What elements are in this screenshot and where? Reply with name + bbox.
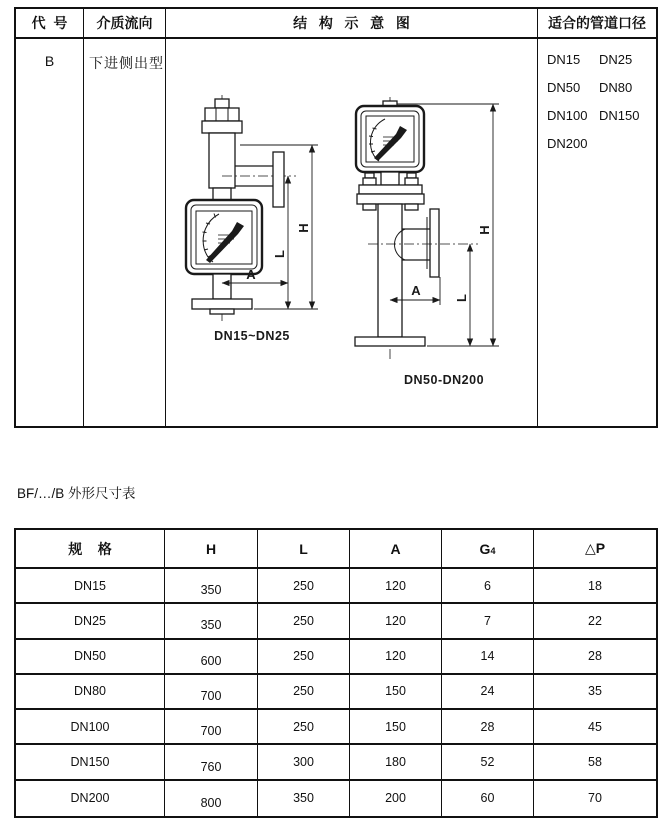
pipe-size: DN150 xyxy=(599,108,640,123)
cell-g4: 60 xyxy=(442,781,534,816)
col-header-g4: G 4 xyxy=(442,530,534,569)
cell-spec: DN25 xyxy=(16,604,165,639)
cell-l: 250 xyxy=(258,675,350,710)
col-header-a: A xyxy=(350,530,442,569)
cell-h: 760 xyxy=(165,745,258,780)
cell-a: 180 xyxy=(350,745,442,780)
meter-large-dn50-dn200 xyxy=(355,97,499,387)
pipe-sizes-list xyxy=(538,39,656,426)
cell-delta-p: 58 xyxy=(534,745,656,780)
cell-a: 150 xyxy=(350,675,442,710)
dim-label-a-right: A xyxy=(411,283,421,298)
dim-label-h-left: H xyxy=(296,223,311,233)
cell-delta-p: 45 xyxy=(534,710,656,745)
pipe-size: DN100 xyxy=(547,108,588,123)
cell-a: 120 xyxy=(350,569,442,604)
diagram-label-dn50-dn200: DN50-DN200 xyxy=(403,373,485,387)
header-flow-direction: 介质流向 xyxy=(84,9,166,39)
cell-delta-p: 28 xyxy=(534,640,656,675)
col-header-delta-p: △P xyxy=(534,530,656,569)
col-header-spec: 规 格 xyxy=(16,530,165,569)
cell-g4: 52 xyxy=(442,745,534,780)
cell-a: 200 xyxy=(350,781,442,816)
cell-h: 800 xyxy=(165,781,258,816)
cell-l: 250 xyxy=(258,640,350,675)
pipe-size: DN15 xyxy=(547,52,581,67)
dim-label-l-right: L xyxy=(454,294,469,302)
cell-delta-p: 22 xyxy=(534,604,656,639)
dim-label-h-right: H xyxy=(477,225,492,235)
gauge-face-small xyxy=(186,200,262,274)
dim-label-l-left: L xyxy=(272,250,287,258)
cell-delta-p: 35 xyxy=(534,675,656,710)
cell-spec: DN100 xyxy=(16,710,165,745)
meter-small-dn15-dn25 xyxy=(186,95,318,343)
col-header-l: L xyxy=(258,530,350,569)
cell-g4: 7 xyxy=(442,604,534,639)
cell-delta-p: 70 xyxy=(588,791,602,806)
cell-spec: DN200 xyxy=(16,781,165,816)
header-structure-diagram: 结 构 示 意 图 xyxy=(166,9,538,39)
cell-h: 350 xyxy=(165,604,258,639)
cell-l: 250 xyxy=(258,604,350,639)
header-code: 代 号 xyxy=(16,9,84,39)
cell-h: 700 xyxy=(165,710,258,745)
cell-spec: DN150 xyxy=(16,745,165,780)
cell-a: 150 xyxy=(350,710,442,745)
structure-diagram xyxy=(166,39,538,426)
cell-h: 350 xyxy=(165,569,258,604)
cell-spec: DN80 xyxy=(16,675,165,710)
dimensions-table xyxy=(14,528,658,818)
flow-direction-value: 下进侧出型 xyxy=(84,39,166,426)
structure-diagram-cell xyxy=(166,39,538,426)
diagram-label-dn15-dn25: DN15~DN25 xyxy=(214,329,290,343)
cell-l: 250 xyxy=(258,710,350,745)
section-title: BF/…/B 外形尺寸表 xyxy=(17,486,136,501)
structure-table xyxy=(14,7,658,428)
cell-g4: 28 xyxy=(442,710,534,745)
pipe-size: DN80 xyxy=(599,80,633,95)
cell-g4: 14 xyxy=(442,640,534,675)
cell-a: 120 xyxy=(350,604,442,639)
cell-g4: 24 xyxy=(442,675,534,710)
header-pipe-sizes: 适合的管道口径 xyxy=(538,9,656,39)
cell-h: 700 xyxy=(165,675,258,710)
cell-a: 120 xyxy=(350,640,442,675)
col-header-h: H xyxy=(165,530,258,569)
cell-spec: DN15 xyxy=(16,569,165,604)
cell-spec: DN50 xyxy=(16,640,165,675)
code-value: B xyxy=(16,39,84,426)
cell-delta-p: 18 xyxy=(534,569,656,604)
gauge-face-large xyxy=(356,106,424,172)
cell-l: 250 xyxy=(258,569,350,604)
cell-l: 300 xyxy=(258,745,350,780)
cell-l: 350 xyxy=(258,781,350,816)
cell-g4: 6 xyxy=(442,569,534,604)
pipe-size: DN50 xyxy=(547,80,581,95)
dim-label-a-left: A xyxy=(246,267,256,282)
pipe-size: DN25 xyxy=(599,52,633,67)
pipe-size: DN200 xyxy=(547,136,588,151)
cell-h: 600 xyxy=(165,640,258,675)
